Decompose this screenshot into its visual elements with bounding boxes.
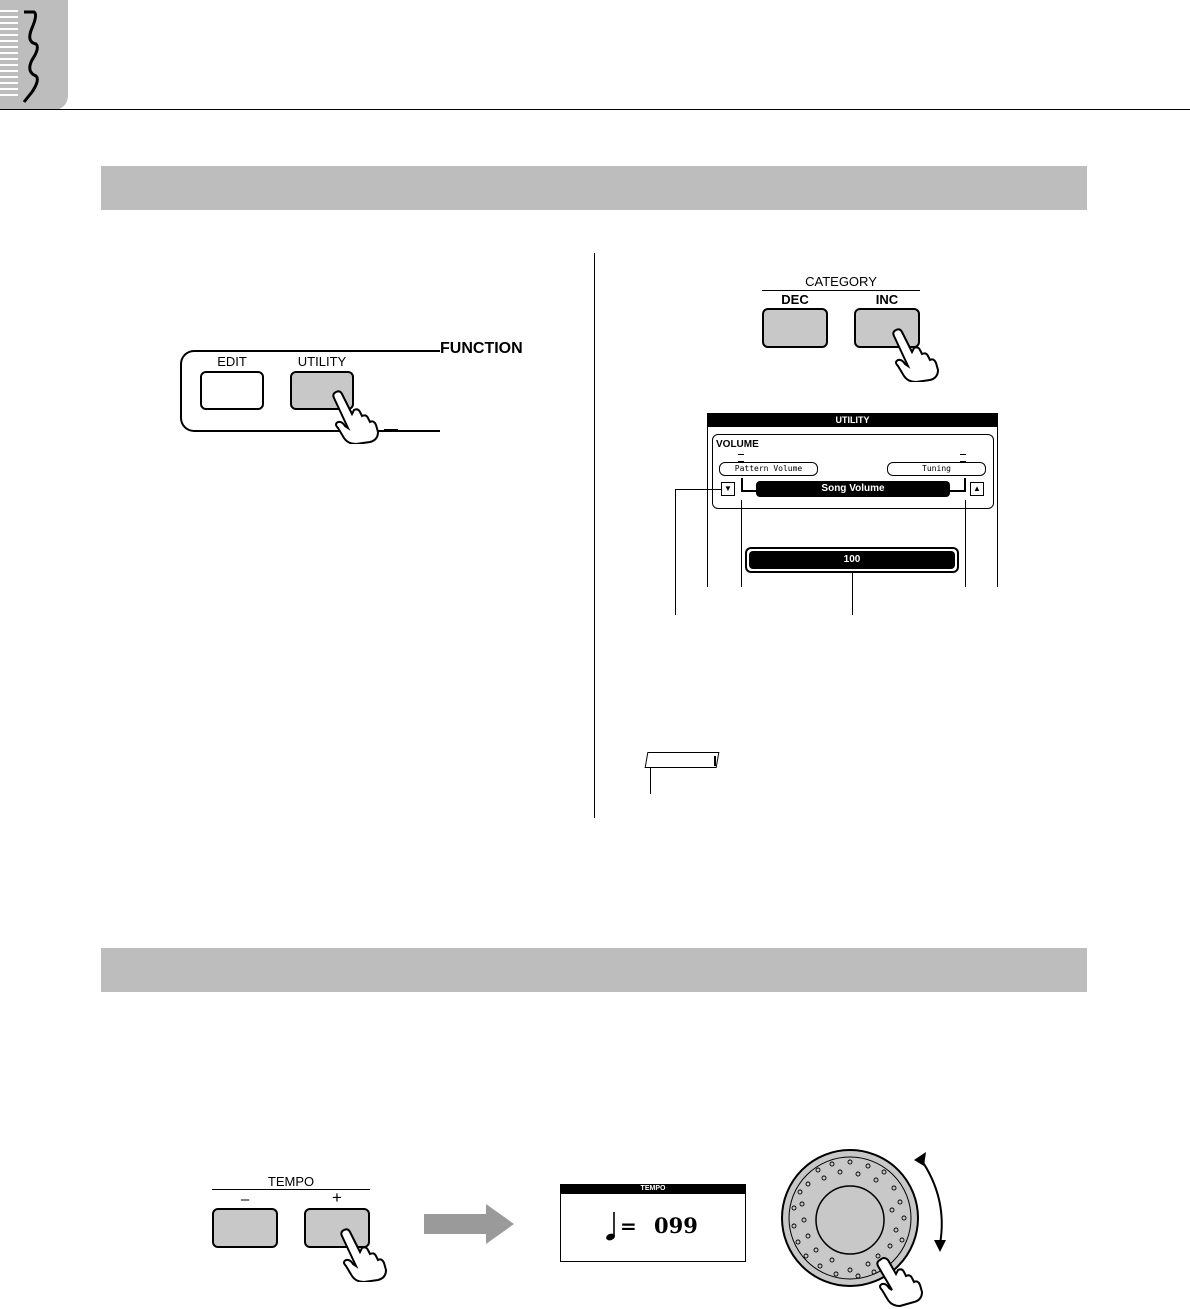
next-item-mark xyxy=(960,454,966,462)
dial-icon[interactable] xyxy=(780,1148,960,1309)
volume-value: 100 xyxy=(749,551,955,569)
utility-screen-header xyxy=(707,413,998,427)
tempo-plus-label: + xyxy=(332,1188,342,1207)
next-item-pill: Tuning xyxy=(887,462,986,476)
tempo-minus-label: – xyxy=(240,1191,250,1208)
quarter-note-icon xyxy=(604,1210,618,1242)
section-bar-top xyxy=(101,166,1087,210)
utility-screen-title: UTILITY xyxy=(707,413,998,427)
header-rule xyxy=(0,109,1190,110)
bracket-left xyxy=(741,478,757,492)
down-arrow-icon: ▼ xyxy=(721,482,735,496)
tempo-minus-button[interactable] xyxy=(212,1208,278,1248)
dec-label: DEC xyxy=(781,292,809,307)
note-tag-mark xyxy=(714,756,716,766)
arrow-right-icon xyxy=(424,1202,516,1246)
edit-button[interactable] xyxy=(200,371,264,410)
hand-pointer-icon xyxy=(322,388,382,444)
leader-arrow-vertical xyxy=(675,489,676,615)
function-line-bottom xyxy=(384,429,398,431)
tempo-screen xyxy=(560,1184,746,1262)
leader-bracket-right xyxy=(965,500,966,587)
section-bar-bottom xyxy=(101,948,1087,992)
inc-label: INC xyxy=(875,292,899,307)
tempo-equals: = xyxy=(620,1214,637,1238)
leader-value xyxy=(852,573,853,615)
utility-label: UTILITY xyxy=(297,354,347,369)
note-tag-leader xyxy=(650,768,651,794)
function-line xyxy=(380,350,438,352)
tempo-label: TEMPO xyxy=(267,1174,315,1189)
column-divider xyxy=(594,253,595,818)
hand-pointer-icon xyxy=(330,1226,390,1282)
prev-item-pill: Pattern Volume xyxy=(719,462,818,476)
edit-label: EDIT xyxy=(217,354,247,369)
prev-item-mark xyxy=(738,454,744,462)
tempo-screen-title: TEMPO xyxy=(560,1184,746,1194)
note-tag xyxy=(645,752,720,768)
tempo-value: 099 xyxy=(654,1213,698,1238)
leader-bracket-left xyxy=(741,500,742,587)
volume-heading: VOLUME xyxy=(716,439,759,450)
chapter-tab-graphic xyxy=(0,0,68,110)
function-label: FUNCTION xyxy=(440,340,523,357)
up-arrow-icon: ▲ xyxy=(970,482,984,496)
category-label: CATEGORY xyxy=(805,274,877,289)
bracket-right xyxy=(950,478,966,492)
current-item: Song Volume xyxy=(756,481,950,497)
chapter-tab xyxy=(0,0,68,110)
category-rule xyxy=(762,290,920,291)
dec-button[interactable] xyxy=(762,308,828,348)
leader-arrow-horizontal xyxy=(675,489,721,490)
hand-pointer-icon xyxy=(882,326,942,382)
